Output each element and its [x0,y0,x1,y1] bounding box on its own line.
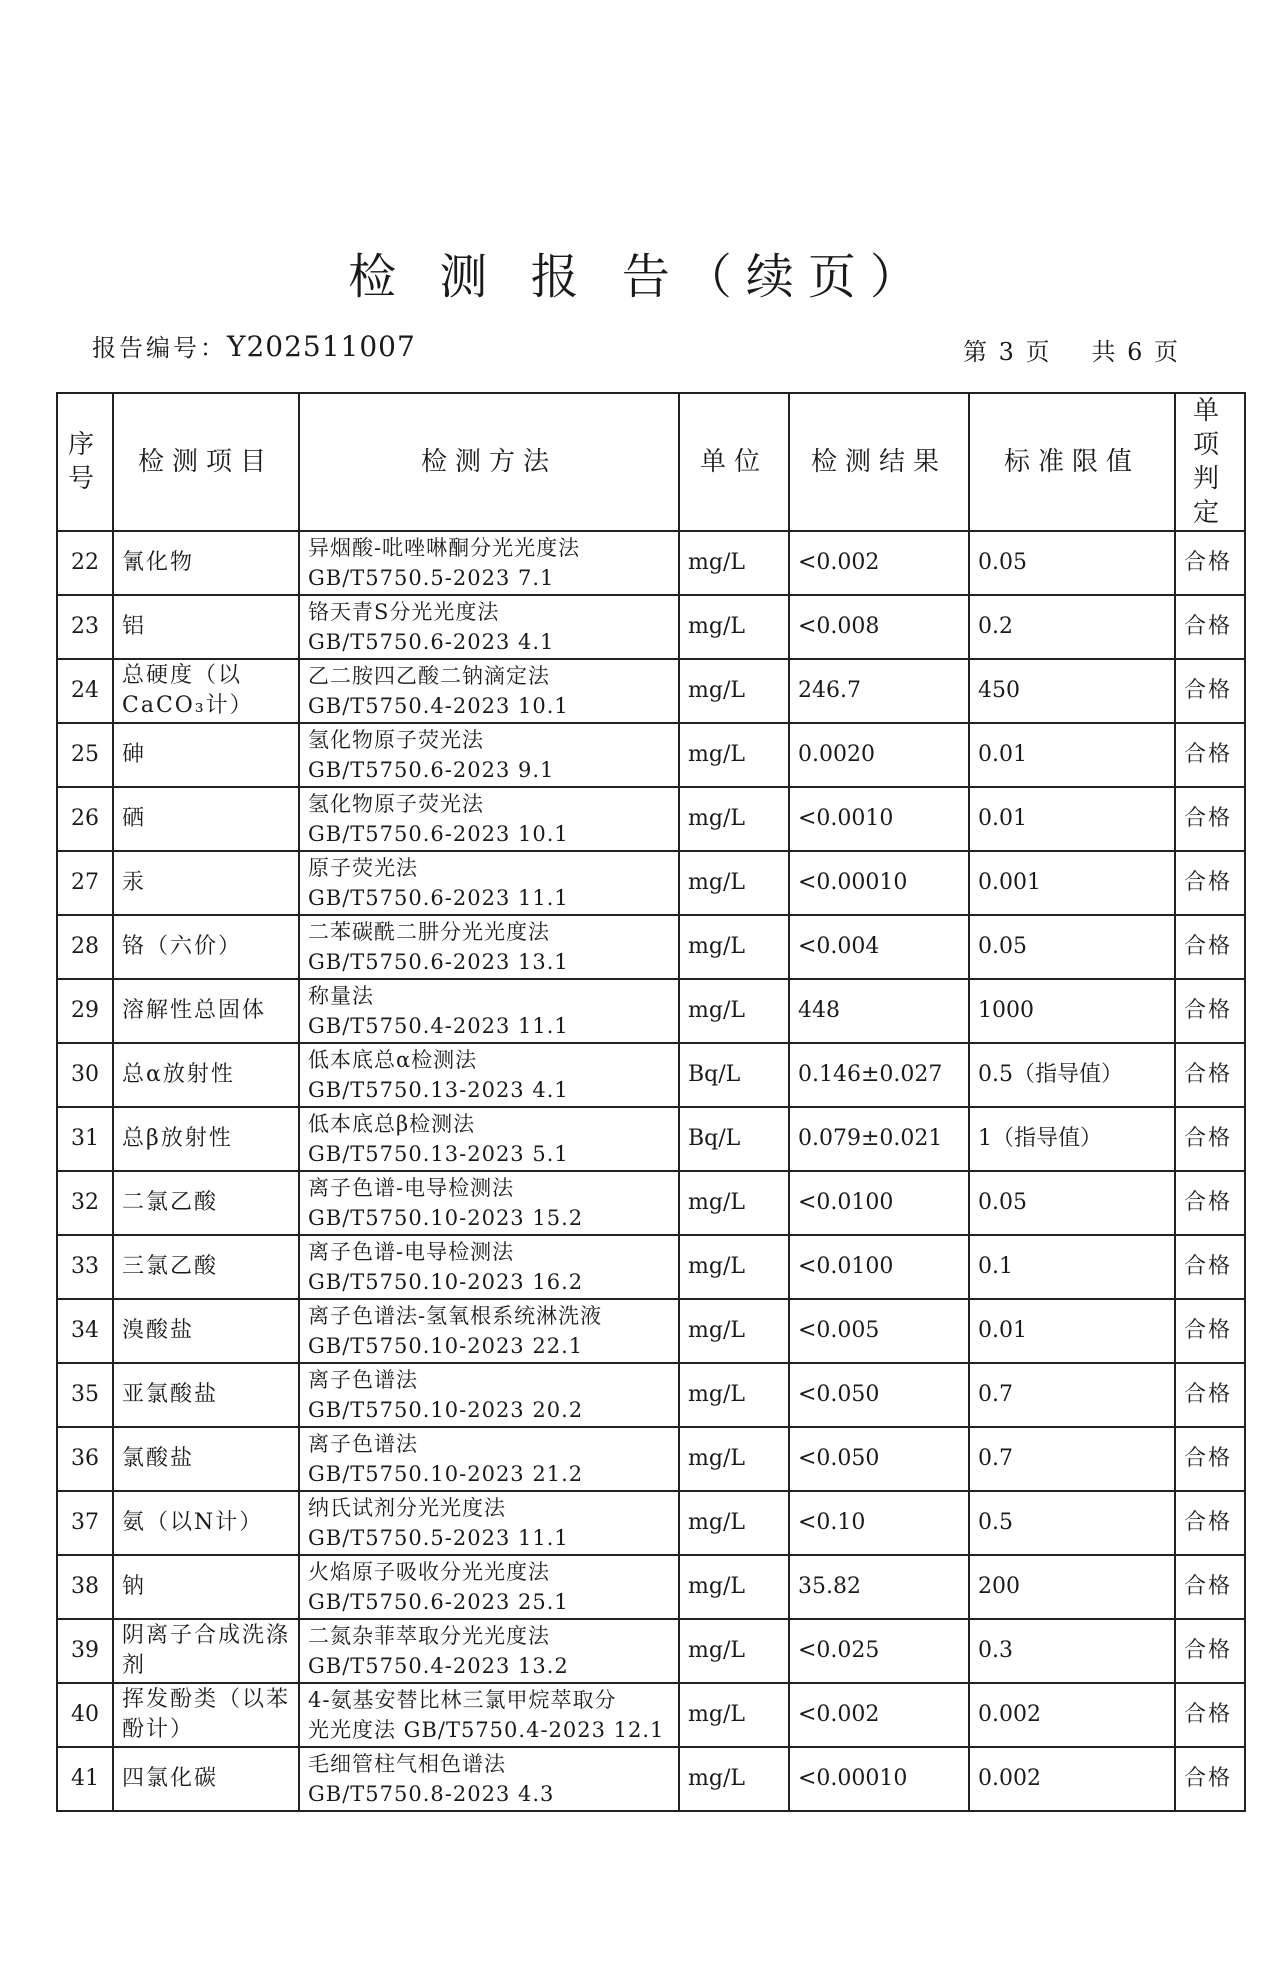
table-row [57,1427,1245,1491]
method-standard: GB/T5750.10-2023 15.2 [308,1206,584,1230]
row-unit: mg/L [679,1171,789,1235]
row-limit: 0.7 [969,1427,1175,1491]
row-result: <0.025 [789,1619,969,1683]
page-indicator [963,332,1180,367]
row-result: <0.10 [789,1491,969,1555]
row-result: <0.050 [789,1427,969,1491]
method-name: 原子荧光法 [308,856,418,880]
row-method [299,723,679,787]
row-item: 亚氯酸盐 [113,1363,299,1427]
row-limit: 0.2 [969,595,1175,659]
row-item: 硒 [113,787,299,851]
row-unit: mg/L [679,531,789,595]
row-method [299,1107,679,1171]
row-item: 挥发酚类（以苯酚计） [113,1683,299,1747]
row-limit: 200 [969,1555,1175,1619]
method-standard: GB/T5750.6-2023 13.1 [308,950,569,974]
row-number: 30 [57,1043,113,1107]
row-limit: 0.05 [969,915,1175,979]
row-unit: mg/L [679,1747,789,1811]
table-row [57,1171,1245,1235]
row-judgement: 合格 [1175,595,1245,659]
row-number: 28 [57,915,113,979]
method-standard: GB/T5750.5-2023 11.1 [308,1526,569,1550]
method-standard: GB/T5750.6-2023 9.1 [308,758,555,782]
row-item: 铝 [113,595,299,659]
row-judgement: 合格 [1175,1555,1245,1619]
row-method [299,1555,679,1619]
row-result: 0.146±0.027 [789,1043,969,1107]
row-judgement: 合格 [1175,1427,1245,1491]
row-method [299,979,679,1043]
col-header-judge: 单项判定 [1175,393,1245,531]
table-header-row [57,393,1245,531]
row-result: 0.079±0.021 [789,1107,969,1171]
method-standard: GB/T5750.6-2023 4.1 [308,630,555,654]
row-limit: 0.05 [969,531,1175,595]
method-standard: GB/T5750.8-2023 4.3 [308,1782,555,1806]
method-name: 铬天青S分光光度法 [308,600,500,624]
row-unit: mg/L [679,851,789,915]
row-number: 33 [57,1235,113,1299]
row-judgement: 合格 [1175,1363,1245,1427]
row-item: 总硬度（以CaCO₃计） [113,659,299,723]
row-method [299,595,679,659]
method-name: 异烟酸-吡唑啉酮分光光度法 [308,536,581,560]
method-standard: GB/T5750.4-2023 13.2 [308,1654,569,1678]
method-name: 离子色谱法 [308,1368,418,1392]
method-name: 4-氨基安替比林三氯甲烷萃取分 [308,1688,617,1712]
row-unit: mg/L [679,1363,789,1427]
row-result: 35.82 [789,1555,969,1619]
table-row [57,1619,1245,1683]
row-judgement: 合格 [1175,1747,1245,1811]
col-header-no: 序号 [57,393,113,531]
method-standard: GB/T5750.6-2023 11.1 [308,886,569,910]
row-judgement: 合格 [1175,723,1245,787]
row-result: 0.0020 [789,723,969,787]
row-limit: 0.5（指导值） [969,1043,1175,1107]
row-unit: mg/L [679,1299,789,1363]
row-number: 37 [57,1491,113,1555]
table-row [57,1299,1245,1363]
col-header-method: 检测方法 [299,393,679,531]
method-name: 二氮杂菲萃取分光光度法 [308,1624,550,1648]
method-standard: GB/T5750.10-2023 16.2 [308,1270,584,1294]
row-judgement: 合格 [1175,851,1245,915]
row-number: 23 [57,595,113,659]
table-row [57,1555,1245,1619]
row-result: <0.002 [789,1683,969,1747]
method-name: 离子色谱法 [308,1432,418,1456]
row-number: 29 [57,979,113,1043]
method-standard: GB/T5750.5-2023 7.1 [308,566,555,590]
row-limit: 1（指导值） [969,1107,1175,1171]
row-method [299,1619,679,1683]
row-judgement: 合格 [1175,1043,1245,1107]
row-method [299,1043,679,1107]
row-item: 钠 [113,1555,299,1619]
row-item: 氯酸盐 [113,1427,299,1491]
row-unit: mg/L [679,979,789,1043]
method-name: 毛细管柱气相色谱法 [308,1752,506,1776]
row-unit: mg/L [679,595,789,659]
row-method [299,1171,679,1235]
row-item: 溴酸盐 [113,1299,299,1363]
row-judgement: 合格 [1175,1491,1245,1555]
table-row [57,1363,1245,1427]
row-judgement: 合格 [1175,531,1245,595]
method-name: 低本底总α检测法 [308,1048,478,1072]
method-standard: GB/T5750.6-2023 10.1 [308,822,569,846]
row-item: 二氯乙酸 [113,1171,299,1235]
row-method [299,915,679,979]
row-limit: 0.01 [969,723,1175,787]
method-standard: GB/T5750.10-2023 22.1 [308,1334,584,1358]
method-standard: GB/T5750.4-2023 11.1 [308,1014,569,1038]
row-limit: 0.1 [969,1235,1175,1299]
method-standard: 光光度法 GB/T5750.4-2023 12.1 [308,1718,665,1742]
col-header-unit: 单位 [679,393,789,531]
method-standard: GB/T5750.13-2023 5.1 [308,1142,569,1166]
row-judgement: 合格 [1175,659,1245,723]
row-method [299,531,679,595]
row-limit: 0.7 [969,1363,1175,1427]
row-item: 总β放射性 [113,1107,299,1171]
row-result: <0.00010 [789,851,969,915]
page-total: 共 6 页 [1091,338,1180,366]
table-row [57,1683,1245,1747]
method-name: 火焰原子吸收分光光度法 [308,1560,550,1584]
table-row [57,531,1245,595]
row-judgement: 合格 [1175,1235,1245,1299]
row-result: <0.00010 [789,1747,969,1811]
row-method [299,1299,679,1363]
row-unit: mg/L [679,723,789,787]
table-row [57,787,1245,851]
row-limit: 450 [969,659,1175,723]
row-method [299,659,679,723]
row-result: 246.7 [789,659,969,723]
method-name: 离子色谱-电导检测法 [308,1176,515,1200]
col-header-item: 检测项目 [113,393,299,531]
row-unit: Bq/L [679,1043,789,1107]
method-standard: GB/T5750.13-2023 4.1 [308,1078,569,1102]
row-judgement: 合格 [1175,1171,1245,1235]
row-method [299,1683,679,1747]
row-number: 35 [57,1363,113,1427]
method-name: 氢化物原子荧光法 [308,792,484,816]
row-judgement: 合格 [1175,1619,1245,1683]
row-limit: 0.3 [969,1619,1175,1683]
row-method [299,1747,679,1811]
method-name: 乙二胺四乙酸二钠滴定法 [308,664,550,688]
row-limit: 0.01 [969,787,1175,851]
row-number: 27 [57,851,113,915]
method-name: 低本底总β检测法 [308,1112,476,1136]
row-number: 24 [57,659,113,723]
row-item: 阴离子合成洗涤剂 [113,1619,299,1683]
row-unit: mg/L [679,659,789,723]
row-item: 氨（以N计） [113,1491,299,1555]
row-judgement: 合格 [1175,787,1245,851]
table-row [57,1043,1245,1107]
method-name: 二苯碳酰二肼分光光度法 [308,920,550,944]
row-result: <0.005 [789,1299,969,1363]
row-number: 39 [57,1619,113,1683]
row-method [299,851,679,915]
row-item: 总α放射性 [113,1043,299,1107]
row-number: 22 [57,531,113,595]
row-method [299,787,679,851]
table-row [57,1235,1245,1299]
row-result: <0.002 [789,531,969,595]
method-name: 称量法 [308,984,374,1008]
table-row [57,723,1245,787]
method-name: 纳氏试剂分光光度法 [308,1496,506,1520]
row-number: 32 [57,1171,113,1235]
row-limit: 0.05 [969,1171,1175,1235]
row-unit: mg/L [679,1235,789,1299]
row-unit: mg/L [679,1555,789,1619]
col-header-result: 检测结果 [789,393,969,531]
row-result: 448 [789,979,969,1043]
row-limit: 0.5 [969,1491,1175,1555]
row-item: 三氯乙酸 [113,1235,299,1299]
report-number-label: 报告编号： [92,334,227,362]
table-row [57,595,1245,659]
table-row [57,1107,1245,1171]
row-result: <0.0010 [789,787,969,851]
method-standard: GB/T5750.10-2023 20.2 [308,1398,584,1422]
method-standard: GB/T5750.10-2023 21.2 [308,1462,584,1486]
row-judgement: 合格 [1175,1683,1245,1747]
row-unit: mg/L [679,787,789,851]
row-number: 40 [57,1683,113,1747]
row-judgement: 合格 [1175,1107,1245,1171]
row-judgement: 合格 [1175,915,1245,979]
table-row [57,979,1245,1043]
table-row [57,1491,1245,1555]
row-result: <0.050 [789,1363,969,1427]
method-name: 离子色谱-电导检测法 [308,1240,515,1264]
row-number: 36 [57,1427,113,1491]
report-number [92,328,416,363]
row-item: 汞 [113,851,299,915]
row-unit: mg/L [679,1683,789,1747]
row-method [299,1235,679,1299]
row-number: 25 [57,723,113,787]
row-result: <0.0100 [789,1235,969,1299]
row-unit: mg/L [679,1427,789,1491]
row-unit: mg/L [679,1619,789,1683]
row-result: <0.0100 [789,1171,969,1235]
row-method [299,1363,679,1427]
page-current: 第 3 页 [962,338,1052,366]
row-unit: mg/L [679,1491,789,1555]
row-limit: 0.002 [969,1683,1175,1747]
results-table [56,392,1246,1812]
row-limit: 0.001 [969,851,1175,915]
row-result: <0.004 [789,915,969,979]
row-number: 38 [57,1555,113,1619]
row-judgement: 合格 [1175,979,1245,1043]
method-standard: GB/T5750.4-2023 10.1 [308,694,569,718]
row-item: 铬（六价） [113,915,299,979]
report-title: 检 测 报 告（续页） [348,249,932,305]
row-item: 四氯化碳 [113,1747,299,1811]
row-item: 溶解性总固体 [113,979,299,1043]
row-result: <0.008 [789,595,969,659]
method-name: 氢化物原子荧光法 [308,728,484,752]
report-number-value: Y202511007 [227,330,416,363]
row-number: 31 [57,1107,113,1171]
row-method [299,1491,679,1555]
row-number: 26 [57,787,113,851]
method-standard: GB/T5750.6-2023 25.1 [308,1590,569,1614]
row-limit: 0.01 [969,1299,1175,1363]
row-number: 34 [57,1299,113,1363]
row-unit: Bq/L [679,1107,789,1171]
row-item: 砷 [113,723,299,787]
col-header-limit: 标准限值 [969,393,1175,531]
row-item: 氰化物 [113,531,299,595]
row-judgement: 合格 [1175,1299,1245,1363]
row-limit: 1000 [969,979,1175,1043]
table-row [57,659,1245,723]
row-unit: mg/L [679,915,789,979]
row-number: 41 [57,1747,113,1811]
table-row [57,851,1245,915]
table-row [57,1747,1245,1811]
row-method [299,1427,679,1491]
table-row [57,915,1245,979]
row-limit: 0.002 [969,1747,1175,1811]
method-name: 离子色谱法-氢氧根系统淋洗液 [308,1304,603,1328]
